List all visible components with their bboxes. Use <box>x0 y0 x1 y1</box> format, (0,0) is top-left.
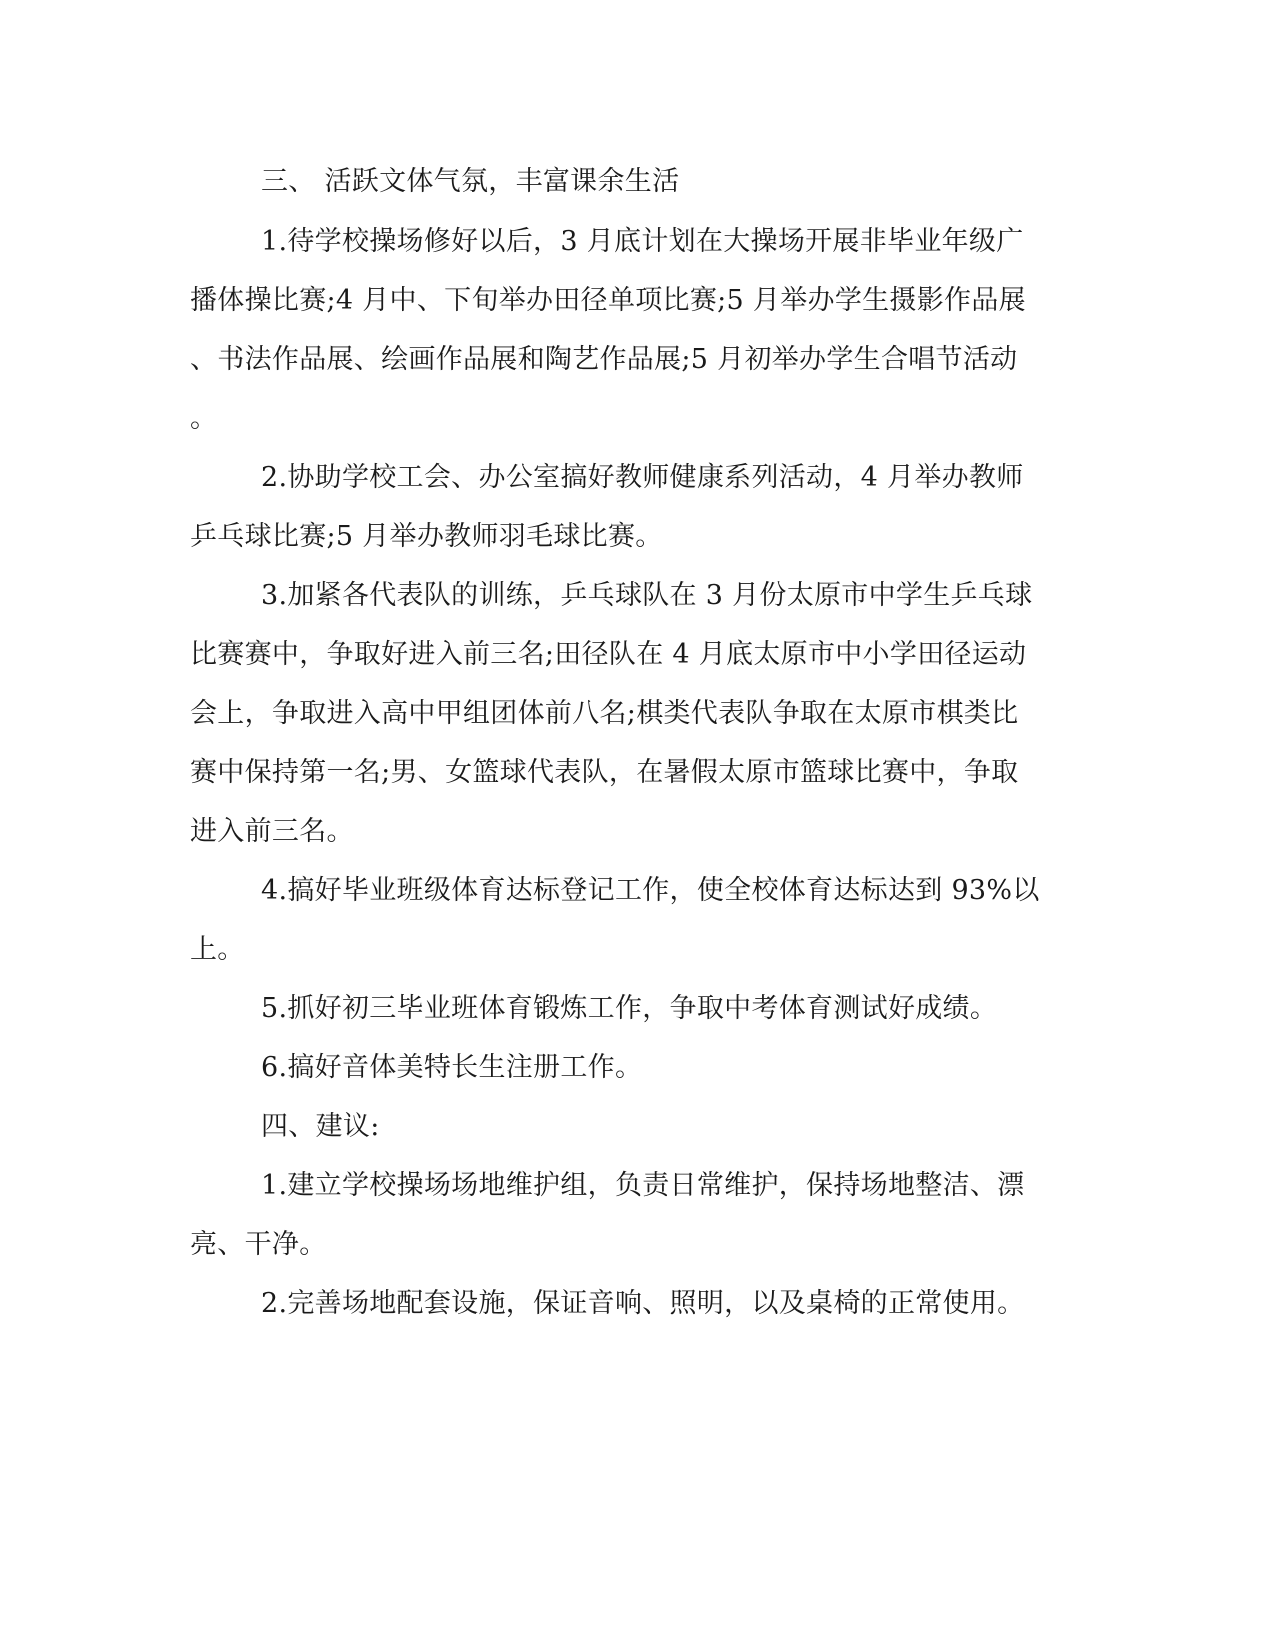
paragraph-line: 6.搞好音体美特长生注册工作。 <box>261 1052 643 1083</box>
paragraph-line: 。 <box>190 403 218 434</box>
paragraph-line: 播体操比赛;4 月中、下旬举办田径单项比赛;5 月举办学生摄影作品展 <box>190 285 1026 316</box>
paragraph-line: 会上，争取进入高中甲组团体前八名;棋类代表队争取在太原市棋类比 <box>190 698 1019 729</box>
paragraph-line: 1.建立学校操场场地维护组，负责日常维护，保持场地整洁、漂 <box>261 1170 1025 1201</box>
paragraph-line: 2.完善场地配套设施，保证音响、照明，以及桌椅的正常使用。 <box>261 1288 1025 1319</box>
paragraph-line: 5.抓好初三毕业班体育锻炼工作，争取中考体育测试好成绩。 <box>261 993 998 1024</box>
paragraph-line: 亮、干净。 <box>190 1229 327 1260</box>
section-heading-4: 四、建议: <box>261 1111 380 1142</box>
paragraph-line: 进入前三名。 <box>190 816 354 847</box>
paragraph-line: 、书法作品展、绘画作品展和陶艺作品展;5 月初举办学生合唱节活动 <box>190 344 1018 375</box>
paragraph-line: 比赛赛中，争取好进入前三名;田径队在 4 月底太原市中小学田径运动 <box>190 639 1027 670</box>
paragraph-line: 乒乓球比赛;5 月举办教师羽毛球比赛。 <box>190 521 663 552</box>
paragraph-line: 3.加紧各代表队的训练，乒乓球队在 3 月份太原市中学生乒乓球 <box>261 580 1033 611</box>
paragraph-line: 1.待学校操场修好以后，3 月底计划在大操场开展非毕业年级广 <box>261 226 1024 257</box>
paragraph-line: 2.协助学校工会、办公室搞好教师健康系列活动，4 月举办教师 <box>261 462 1024 493</box>
section-heading-3: 三、 活跃文体气氛，丰富课余生活 <box>261 166 680 197</box>
paragraph-line: 赛中保持第一名;男、女篮球代表队，在暑假太原市篮球比赛中，争取 <box>190 757 1019 788</box>
paragraph-line: 上。 <box>190 934 245 965</box>
paragraph-line: 4.搞好毕业班级体育达标登记工作，使全校体育达标达到 93%以 <box>261 875 1040 906</box>
